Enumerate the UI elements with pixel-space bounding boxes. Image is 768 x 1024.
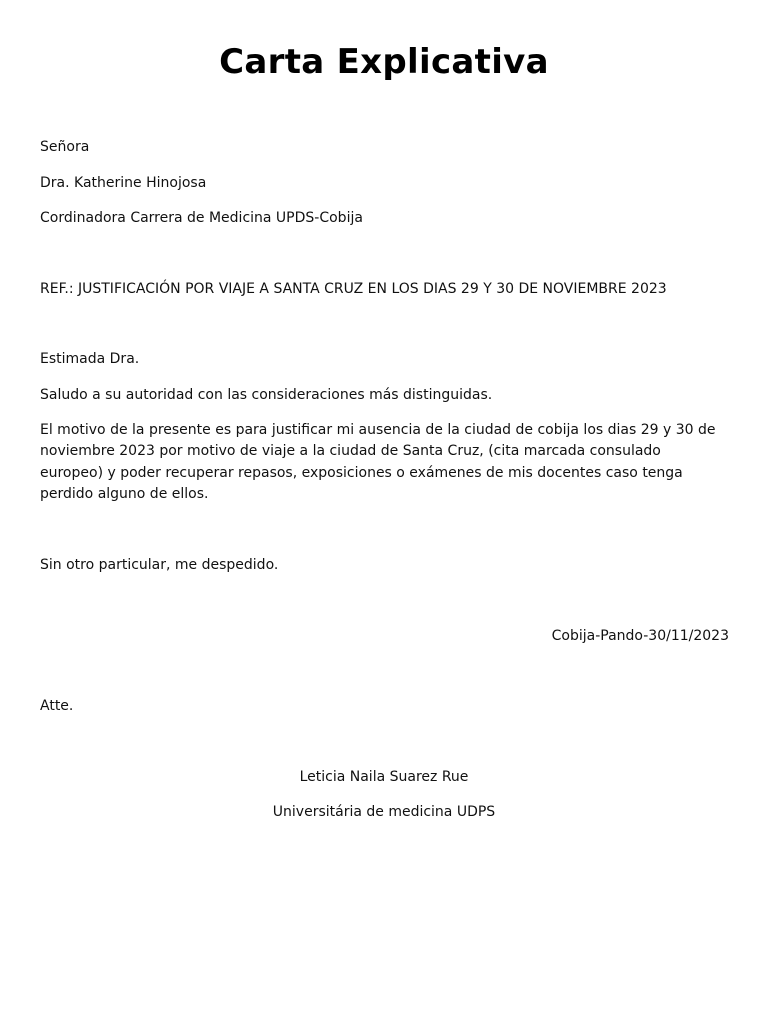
- body-paragraph-line: perdido alguno de ellos.: [40, 486, 209, 502]
- greeting: Estimada Dra.: [40, 351, 140, 367]
- recipient-name: Dra. Katherine Hinojosa: [40, 175, 207, 191]
- signature-name: Leticia Naila Suarez Rue: [299, 769, 469, 785]
- body-paragraph-line: europeo) y poder recuperar repasos, exposiciones o exámenes de mis docentes caso tenga: [40, 465, 683, 481]
- body-paragraph-line: El motivo de la presente es para justificar mi ausencia de la ciudad de cobija los dias 29 y 30 de: [40, 422, 716, 438]
- document-title: Carta Explicativa: [219, 42, 549, 82]
- recipient-salutation: Señora: [40, 139, 90, 155]
- recipient-position: Cordinadora Carrera de Medicina UPDS-Cobija: [40, 210, 363, 226]
- closing-line: Sin otro particular, me despedido.: [40, 557, 279, 573]
- sign-off: Atte.: [40, 698, 74, 714]
- signature-role: Universitária de medicina UDPS: [272, 804, 496, 820]
- reference-line: REF.: JUSTIFICACIÓN POR VIAJE A SANTA CRUZ EN LOS DIAS 29 Y 30 DE NOVIEMBRE 2023: [40, 281, 667, 297]
- body-paragraph-line: noviembre 2023 por motivo de viaje a la ciudad de Santa Cruz, (cita marcada consulado: [40, 443, 661, 459]
- place-date: Cobija-Pando-30/11/2023: [551, 628, 729, 644]
- opening-line: Saludo a su autoridad con las consideraciones más distinguidas.: [40, 387, 493, 403]
